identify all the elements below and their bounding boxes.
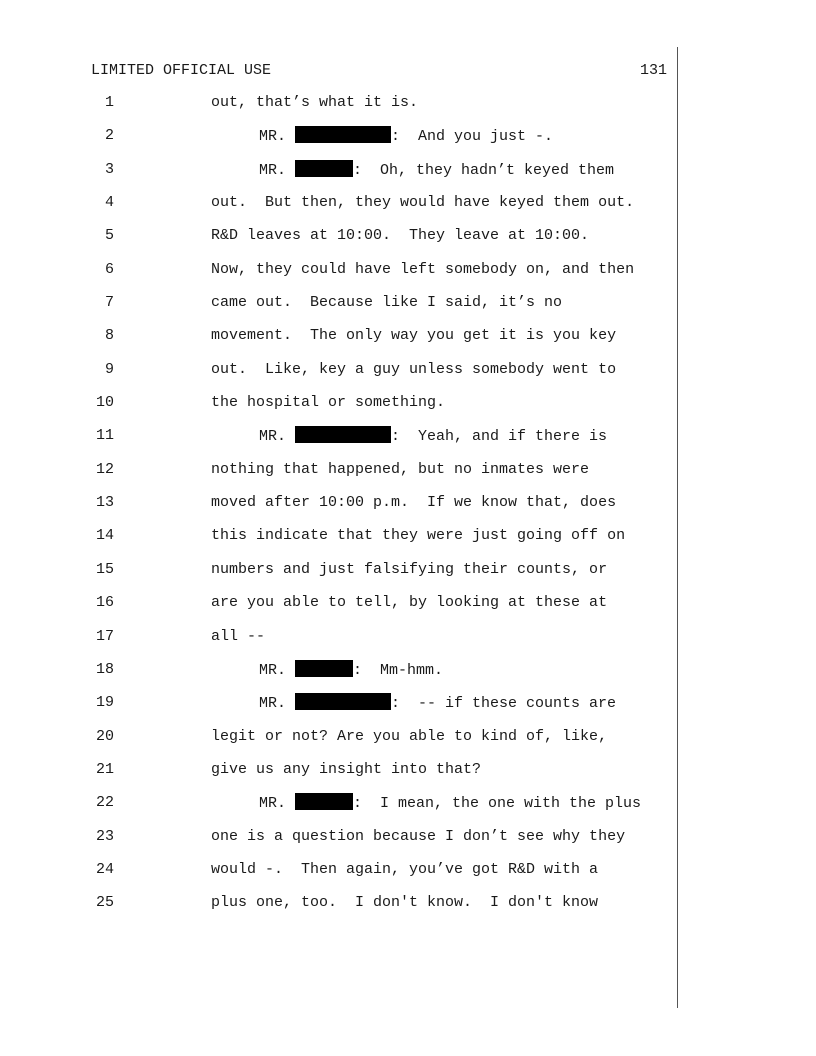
line-text: moved after 10:00 p.m. If we know that, does	[211, 494, 617, 512]
transcript-line-21	[0, 760, 816, 793]
speaker-line	[259, 160, 614, 181]
line-text: out, that’s what it is.	[211, 94, 419, 111]
line-text: movement. The only way you get it is you key	[211, 327, 617, 345]
line-number: 14	[95, 527, 114, 545]
transcript-line-6	[0, 260, 816, 293]
transcript-line-8	[0, 326, 816, 359]
line-number: 1	[104, 94, 114, 111]
speaker-text: : Mm-hmm.	[353, 661, 444, 679]
line-number: 5	[104, 227, 114, 245]
speaker-line	[259, 793, 641, 814]
line-number: 8	[104, 327, 114, 345]
line-number: 24	[95, 860, 114, 878]
line-text: out. But then, they would have keyed them out.	[211, 194, 635, 212]
redaction-bar	[295, 693, 391, 710]
speaker-line	[259, 126, 553, 147]
line-number: 20	[95, 727, 114, 745]
line-text: plus one, too. I don't know. I don't know	[211, 894, 599, 912]
speaker-text: : Oh, they hadn’t keyed them	[353, 161, 615, 179]
line-text: this indicate that they were just going off on	[211, 527, 626, 545]
line-number: 12	[95, 460, 114, 478]
redaction-bar	[295, 660, 353, 677]
transcript-line-9	[0, 360, 816, 393]
speaker-text: : -- if these counts are	[391, 695, 617, 713]
line-text: numbers and just falsifying their counts, or	[211, 560, 608, 578]
transcript-line-1	[0, 93, 816, 126]
transcript-line-18	[0, 660, 816, 693]
speaker-text: : And you just -.	[391, 128, 554, 146]
line-number: 22	[95, 794, 114, 812]
transcript-line-10	[0, 393, 816, 426]
transcript-line-3	[0, 160, 816, 193]
speaker-line	[259, 426, 607, 447]
page-number: 131	[639, 62, 667, 79]
speaker-prefix: MR.	[259, 661, 296, 679]
speaker-text: : Yeah, and if there is	[391, 428, 608, 446]
line-text: would -. Then again, you’ve got R&D with a	[211, 860, 599, 878]
header-label: LIMITED OFFICIAL USE	[91, 62, 272, 79]
transcript-line-20	[0, 727, 816, 760]
line-number: 10	[95, 394, 114, 412]
line-number: 4	[104, 194, 114, 212]
line-number: 16	[95, 594, 114, 612]
line-number: 17	[95, 627, 114, 645]
transcript-line-25	[0, 893, 816, 926]
line-text: are you able to tell, by looking at these at	[211, 594, 608, 612]
line-number: 23	[95, 827, 114, 845]
transcript-line-12	[0, 460, 816, 493]
redaction-bar	[295, 426, 391, 443]
speaker-prefix: MR.	[259, 128, 296, 146]
speaker-text: : I mean, the one with the plus	[353, 795, 642, 813]
transcript-line-16	[0, 593, 816, 626]
speaker-line	[259, 660, 443, 681]
transcript-line-24	[0, 860, 816, 893]
transcript-body	[0, 93, 816, 927]
line-text: give us any insight into that?	[211, 760, 482, 778]
transcript-line-11	[0, 426, 816, 459]
line-text: all --	[211, 627, 266, 645]
transcript-line-7	[0, 293, 816, 326]
transcript-line-2	[0, 126, 816, 159]
line-text: out. Like, key a guy unless somebody went to	[211, 360, 617, 378]
transcript-line-22	[0, 793, 816, 826]
transcript-line-17	[0, 627, 816, 660]
line-number: 3	[104, 160, 114, 178]
line-number: 15	[95, 560, 114, 578]
line-number: 18	[95, 660, 114, 678]
transcript-line-15	[0, 560, 816, 593]
speaker-line	[259, 693, 616, 714]
line-number: 21	[95, 760, 114, 778]
line-number: 19	[95, 694, 114, 712]
line-number: 9	[104, 360, 114, 378]
line-text: the hospital or something.	[211, 394, 446, 412]
speaker-prefix: MR.	[259, 428, 296, 446]
redaction-bar	[295, 793, 353, 810]
speaker-prefix: MR.	[259, 795, 296, 813]
line-number: 6	[104, 260, 114, 278]
line-number: 25	[95, 894, 114, 912]
transcript-line-13	[0, 493, 816, 526]
line-number: 7	[104, 294, 114, 312]
page-header	[91, 61, 667, 81]
speaker-prefix: MR.	[259, 695, 296, 713]
line-number: 13	[95, 494, 114, 512]
transcript-line-4	[0, 193, 816, 226]
line-text: legit or not? Are you able to kind of, like,	[211, 727, 608, 745]
line-number: 2	[104, 127, 114, 145]
transcript-line-5	[0, 226, 816, 259]
line-number: 11	[95, 427, 114, 445]
line-text: nothing that happened, but no inmates were	[211, 460, 590, 478]
transcript-line-19	[0, 693, 816, 726]
line-text: came out. Because like I said, it’s no	[211, 294, 563, 312]
transcript-line-14	[0, 526, 816, 559]
line-text: Now, they could have left somebody on, and then	[211, 260, 635, 278]
line-text: R&D leaves at 10:00. They leave at 10:00.	[211, 227, 590, 245]
redaction-bar	[295, 160, 353, 177]
transcript-line-23	[0, 827, 816, 860]
speaker-prefix: MR.	[259, 161, 296, 179]
redaction-bar	[295, 126, 391, 143]
line-text: one is a question because I don’t see why they	[211, 827, 626, 845]
